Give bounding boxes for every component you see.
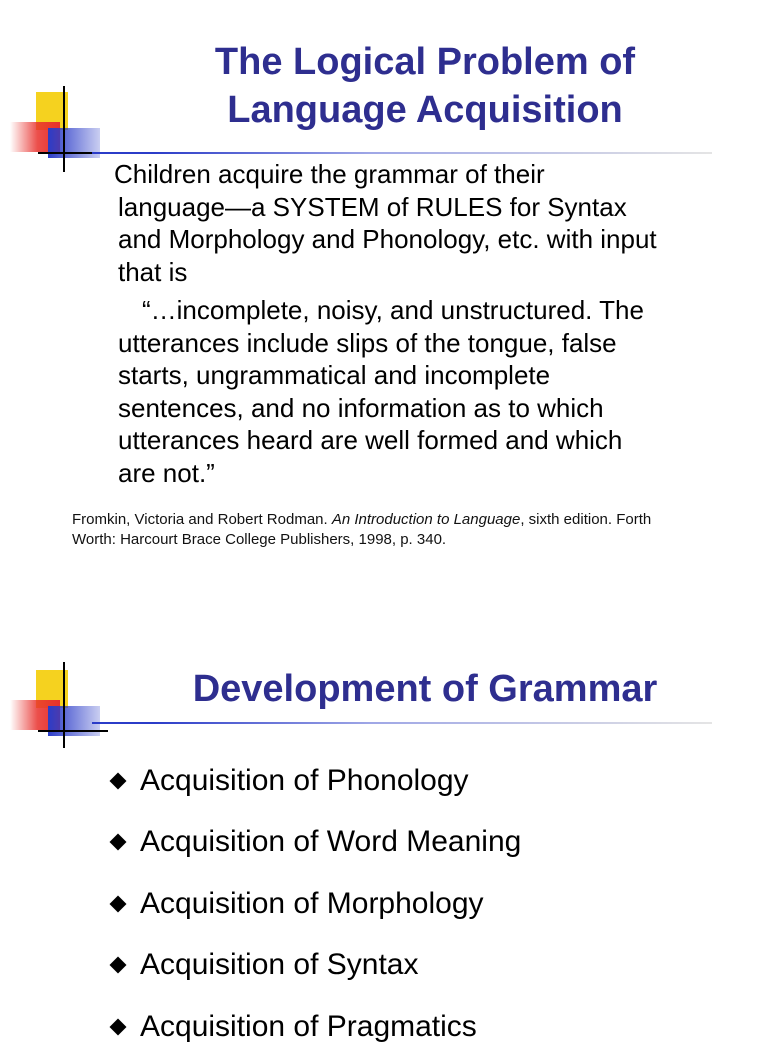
quote-line-wrapper	[118, 294, 758, 327]
diamond-bullet-icon	[110, 1018, 127, 1035]
citation	[72, 510, 752, 550]
title-divider	[92, 722, 712, 724]
list-item	[108, 996, 521, 1058]
list-item	[108, 873, 521, 935]
list-item-label: Acquisition of Pragmatics	[140, 1009, 477, 1043]
quote-line: starts, ungrammatical and incomplete	[118, 360, 551, 390]
list-item-label: Acquisition of Morphology	[140, 886, 484, 920]
intro-line: that is	[118, 256, 188, 287]
citation-book-title: An Introduction to Language	[331, 511, 521, 528]
list-item-label: Acquisition of Phonology	[140, 763, 469, 797]
slide-title: Development of Grammar	[192, 668, 658, 710]
citation-edition: , sixth edition. Forth	[520, 511, 652, 528]
quote-line: utterances heard are well formed and which	[118, 425, 623, 455]
diamond-bullet-icon	[110, 895, 127, 912]
list-item-label: Acquisition of Word Meaning	[140, 825, 522, 859]
list-item	[108, 750, 521, 812]
intro-line: language—a SYSTEM of RULES for Syntax	[118, 191, 627, 222]
title-line-1: The Logical Problem of	[214, 41, 636, 83]
title-line-2: Language Acquisition	[227, 89, 623, 131]
quote-paragraph	[118, 294, 758, 489]
quote-line: “…incomplete, noisy, and unstructured. The	[142, 295, 644, 325]
intro-line: Children acquire the grammar of their	[114, 159, 545, 189]
intro-line: and Morphology and Phonology, etc. with input	[118, 224, 657, 254]
diamond-bullet-icon	[110, 834, 127, 851]
list-item-label: Acquisition of Syntax	[140, 948, 419, 982]
slide-title	[100, 38, 750, 134]
quote-line: are not.”	[118, 457, 215, 488]
quote-line: sentences, and no information as to which	[118, 392, 604, 423]
diamond-bullet-icon	[110, 957, 127, 974]
citation-line-2: Worth: Harcourt Brace College Publishers, 1998, p. 340.	[72, 531, 447, 548]
list-item	[108, 935, 521, 997]
citation-authors: Fromkin, Victoria and Robert Rodman.	[72, 511, 332, 528]
diamond-bullet-icon	[110, 772, 127, 789]
topic-list	[108, 750, 521, 1058]
citation-line-1	[72, 510, 752, 530]
title-divider	[92, 152, 712, 154]
list-item	[108, 812, 521, 874]
intro-paragraph	[114, 158, 758, 288]
slide-development-of-grammar	[0, 640, 768, 1043]
quote-line: utterances include slips of the tongue, false	[118, 327, 617, 358]
